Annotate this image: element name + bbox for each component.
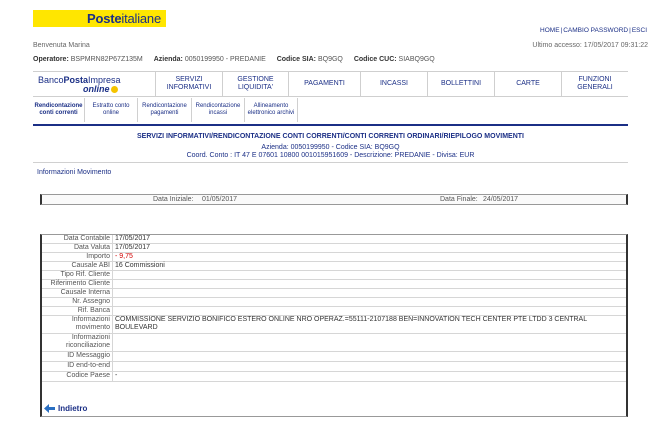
row-value: COMMISSIONE SERVIZIO BONIFICO ESTERO ONLINE NRO OPERAZ.=55111-2107188 BEN=INNOVATION TECH CENTER PTE LTDD 3 CENTRAL BOULEVARD xyxy=(112,316,626,333)
row-value xyxy=(112,334,626,351)
home-link[interactable]: HOME xyxy=(540,27,560,34)
row-value xyxy=(112,352,626,361)
cuc-label: Codice CUC: xyxy=(353,56,397,63)
row-label: Codice Paese xyxy=(66,372,110,379)
menu-bollettini[interactable]: BOLLETTINI xyxy=(427,72,494,96)
last-access-text: Ultimo accesso: 17/05/2017 09:31:22 xyxy=(532,42,648,49)
menu-gestione-liquidita[interactable]: GESTIONE LIQUIDITA' xyxy=(222,72,288,96)
row-value xyxy=(112,362,626,371)
row-label: Informazioni movimento xyxy=(71,316,110,331)
logo-text: Posteitaliane xyxy=(86,11,161,26)
submenu-allineamento-archivi[interactable]: Allineamento elettronico archivi xyxy=(245,98,298,122)
menu-pagamenti[interactable]: PAGAMENTI xyxy=(288,72,360,96)
table-row xyxy=(42,316,626,334)
company-subtitle: Azienda: 0050199950 - Codice SIA: BQ9GQ xyxy=(261,144,400,151)
end-date-label: Data Finale: xyxy=(440,196,478,203)
exit-link[interactable]: ESCI xyxy=(631,27,647,34)
start-date-label: Data Iniziale: xyxy=(153,196,194,203)
separator: | xyxy=(629,27,631,34)
menu-incassi[interactable]: INCASSI xyxy=(360,72,427,96)
row-label: Importo xyxy=(86,253,110,260)
divider xyxy=(33,124,628,126)
online-dot-icon xyxy=(111,86,118,93)
submenu xyxy=(33,98,628,122)
divider xyxy=(33,162,628,163)
table-row xyxy=(42,298,626,307)
submenu-rendicontazione-pagamenti[interactable]: Rendicontazione pagamenti xyxy=(138,98,192,122)
main-menu xyxy=(33,71,628,97)
row-label: ID end-to-end xyxy=(67,362,110,369)
company-value: 0050199950 - PREDANIE xyxy=(184,56,266,63)
table-row xyxy=(42,289,626,298)
row-label: Tipo Rif. Cliente xyxy=(60,271,110,278)
row-label: Data Valuta xyxy=(73,244,110,251)
submenu-rendicontazione-incassi[interactable]: Rendicontazione incassi xyxy=(192,98,245,122)
table-row xyxy=(42,244,626,253)
table-row xyxy=(42,362,626,372)
table-row xyxy=(42,280,626,289)
row-label: ID Messaggio xyxy=(67,352,110,359)
section-title: Informazioni Movimento xyxy=(37,169,112,176)
row-value: 17/05/2017 xyxy=(112,235,626,243)
welcome-text: Benvenuta Marina xyxy=(33,42,90,49)
row-label: Nr. Assegno xyxy=(72,298,110,305)
submenu-estratto-conto[interactable]: Estratto conto online xyxy=(85,98,138,122)
amount-value: - 9,75 xyxy=(112,253,626,261)
menu-carte[interactable]: CARTE xyxy=(494,72,561,96)
row-label: Riferimento Cliente xyxy=(50,280,110,287)
table-row xyxy=(42,271,626,280)
table-row xyxy=(42,253,626,262)
row-label: Causale Interna xyxy=(60,289,110,296)
change-password-link[interactable]: CAMBIO PASSWORD xyxy=(563,27,629,34)
menu-servizi-informativi[interactable]: SERVIZI INFORMATIVI xyxy=(155,72,222,96)
back-label: Indietro xyxy=(58,404,88,413)
separator: | xyxy=(560,27,563,34)
submenu-rendicontazione-conti[interactable]: Rendicontazione conti correnti xyxy=(33,98,85,122)
row-value: 16 Commissioni xyxy=(112,262,626,270)
bancoposta-impresa-logo: BancoPostaImpresa online xyxy=(38,75,121,94)
cuc-value: SIABQ9GQ xyxy=(398,56,435,63)
date-range xyxy=(40,194,628,205)
menu-funzioni-generali[interactable]: FUNZIONI GENERALI xyxy=(561,72,628,96)
table-row xyxy=(42,262,626,271)
end-date-value: 24/05/2017 xyxy=(483,196,519,203)
row-value: 17/05/2017 xyxy=(112,244,626,252)
row-label: Informazioni riconciliazione xyxy=(66,334,110,349)
top-links xyxy=(540,27,647,34)
table-row xyxy=(42,334,626,352)
row-label: Rif. Banca xyxy=(77,307,110,314)
arrow-left-icon xyxy=(44,404,55,413)
row-value xyxy=(112,271,626,279)
back-button[interactable] xyxy=(44,404,87,413)
row-value xyxy=(112,298,626,306)
row-value: - xyxy=(112,372,626,381)
row-value xyxy=(112,280,626,288)
poste-italiane-logo xyxy=(33,10,166,27)
table-row xyxy=(42,372,626,382)
operator-info xyxy=(33,56,435,63)
row-label: Data Contabile xyxy=(63,235,110,242)
sia-value: BQ9GQ xyxy=(317,56,343,63)
table-row xyxy=(42,307,626,316)
start-date-value: 01/05/2017 xyxy=(202,196,238,203)
page-title: SERVIZI INFORMATIVI/RENDICONTAZIONE CONTI CORRENTI/CONTI CORRENTI ORDINARI/RIEPILOGO MOVIMENTI xyxy=(137,133,524,140)
row-value xyxy=(112,289,626,297)
operator-value: BSPMRN82P67Z135M xyxy=(70,56,143,63)
operator-label: Operatore: xyxy=(33,56,69,63)
table-row xyxy=(42,235,626,244)
row-value xyxy=(112,307,626,315)
company-label: Azienda: xyxy=(153,56,183,63)
movement-details-table xyxy=(40,234,628,417)
table-row xyxy=(42,352,626,362)
row-label: Causale ABI xyxy=(71,262,110,269)
sia-label: Codice SIA: xyxy=(276,56,316,63)
account-subtitle: Coord. Conto : IT 47 E 07601 10800 001015951609 - Descrizione: PREDANIE - Divisa: EUR xyxy=(186,152,475,159)
